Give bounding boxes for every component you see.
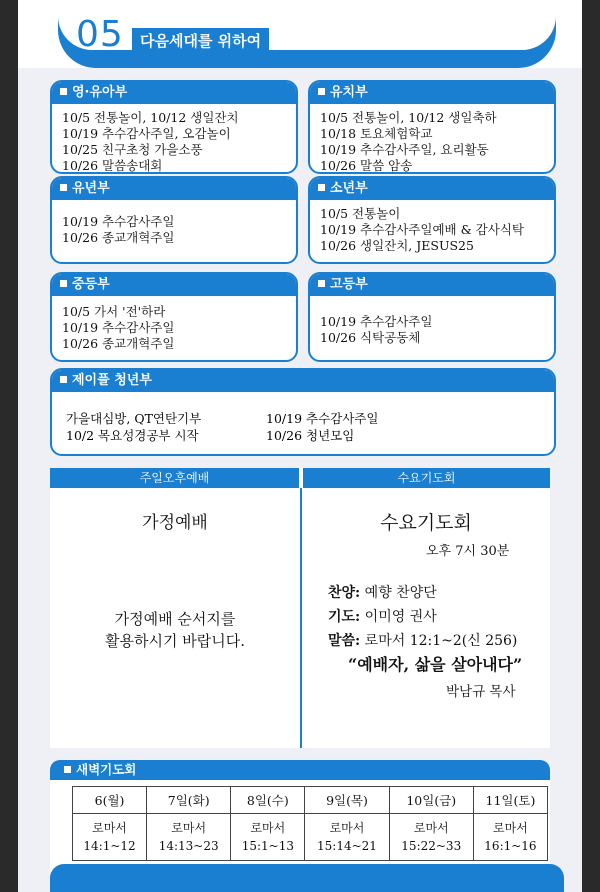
schedule-line: 10/5 전통놀이, 10/12 생일축하 <box>320 110 497 125</box>
dawn-schedule-table <box>72 786 548 861</box>
schedule-line: 10/26 식탁공동체 <box>320 330 421 345</box>
section-number: 05 <box>76 14 124 55</box>
square-bullet-icon <box>318 88 325 95</box>
sunday-header: 주일오후예배 <box>50 468 299 488</box>
book: 로마서 <box>329 821 365 835</box>
wednesday-header: 수요기도회 <box>303 468 550 488</box>
dept-title: 중등부 <box>72 277 110 292</box>
dept-youth <box>50 368 556 456</box>
scripture-cell <box>305 814 389 861</box>
schedule-line: 10/18 토요체험학교 <box>320 126 433 141</box>
day-cell: 10일(금) <box>389 787 473 814</box>
day-cell: 7일(화) <box>147 787 231 814</box>
dept-boys <box>308 176 556 264</box>
sermon-title: “예배자, 삶을 살아내다” <box>348 655 523 674</box>
day-cell: 6(월) <box>73 787 147 814</box>
dept-title: 유년부 <box>72 181 110 196</box>
dept-title: 유치부 <box>330 85 368 100</box>
scripture-cell <box>473 814 547 861</box>
schedule-line: 10/26 말씀송대회 <box>62 158 163 173</box>
dept-infant <box>50 80 298 174</box>
scripture-cell <box>73 814 147 861</box>
schedule-line: 10/26 종교개혁주일 <box>62 336 175 351</box>
sunday-note-line: 가정예배 순서지를 <box>114 610 236 628</box>
wednesday-title: 수요기도회 <box>380 512 472 534</box>
dawn-prayer-panel <box>50 760 550 878</box>
day-cell: 11일(토) <box>473 787 547 814</box>
square-bullet-icon <box>64 766 71 773</box>
verse: 15:22~33 <box>401 839 462 853</box>
preacher: 박남규 목사 <box>446 684 516 700</box>
schedule-line: 10/19 추수감사주일 <box>266 411 379 426</box>
book: 로마서 <box>493 821 528 835</box>
dept-middle <box>50 272 298 362</box>
scripture-cell <box>389 814 473 861</box>
bulletin-page <box>18 0 582 892</box>
square-bullet-icon <box>60 376 67 383</box>
schedule-line: 10/19 추수감사주일 <box>320 314 433 329</box>
hymn-label: 찬양: <box>328 585 361 601</box>
prayer-label: 기도: <box>328 609 361 625</box>
verse: 14:13~23 <box>158 839 219 853</box>
dept-title: 영·유아부 <box>72 85 128 100</box>
book: 로마서 <box>250 821 286 835</box>
schedule-line: 10/2 목요성경공부 시작 <box>66 428 199 443</box>
dept-title: 소년부 <box>330 181 368 196</box>
square-bullet-icon <box>60 184 67 191</box>
service-panel <box>50 468 550 748</box>
square-bullet-icon <box>60 88 67 95</box>
scripture-cell <box>147 814 231 861</box>
day-cell: 8일(수) <box>231 787 305 814</box>
schedule-line: 10/26 생일잔치, JESUS25 <box>320 238 474 253</box>
square-bullet-icon <box>318 280 325 287</box>
book: 로마서 <box>92 821 127 835</box>
verse: 16:1~16 <box>484 839 537 853</box>
dept-kinder <box>308 80 556 174</box>
dawn-title: 새벽기도회 <box>76 762 137 777</box>
schedule-line: 10/26 종교개혁주일 <box>62 230 175 245</box>
schedule-line: 10/5 가서 '전'하라 <box>62 304 166 319</box>
verse: 14:1~12 <box>83 839 136 853</box>
scripture-cell <box>231 814 305 861</box>
dept-title: 제이플 청년부 <box>72 373 152 388</box>
dept-junior <box>50 176 298 264</box>
schedule-line: 10/19 추수감사주일 <box>62 214 175 229</box>
schedule-line: 가을대심방, QT연탄기부 <box>66 411 202 426</box>
word-label: 말씀: <box>328 633 361 649</box>
schedule-line: 10/19 추수감사주일, 요리활동 <box>320 142 489 157</box>
schedule-line: 10/26 청년모임 <box>266 428 355 443</box>
hymn-value: 예향 찬양단 <box>364 585 437 601</box>
schedule-line: 10/25 친구초청 가을소풍 <box>62 142 203 157</box>
footer-band <box>50 864 564 892</box>
section-title: 다음세대를 위하여 <box>132 28 269 53</box>
book: 로마서 <box>413 821 449 835</box>
prayer-value: 이미영 권사 <box>364 609 437 625</box>
schedule-line: 10/19 추수감사주일, 오감놀이 <box>62 126 231 141</box>
book: 로마서 <box>171 821 207 835</box>
sunday-title: 가정예배 <box>142 513 208 533</box>
day-cell: 9일(목) <box>305 787 389 814</box>
wednesday-time: 오후 7시 30분 <box>426 544 510 559</box>
schedule-line: 10/5 전통놀이 <box>320 206 401 221</box>
schedule-line: 10/19 추수감사주일예배 & 감사식탁 <box>320 222 524 237</box>
word-value: 로마서 12:1~2(신 256) <box>364 633 518 649</box>
verse: 15:1~13 <box>241 839 294 853</box>
square-bullet-icon <box>60 280 67 287</box>
verse: 15:14~21 <box>317 839 377 853</box>
square-bullet-icon <box>318 184 325 191</box>
schedule-line: 10/5 전통놀이, 10/12 생일잔치 <box>62 110 239 125</box>
dept-title: 고등부 <box>330 277 368 292</box>
sunday-note-line: 활용하시기 바랍니다. <box>105 632 245 650</box>
schedule-line: 10/19 추수감사주일 <box>62 320 175 335</box>
dept-high <box>308 272 556 362</box>
schedule-line: 10/26 말씀 암송 <box>320 158 413 173</box>
